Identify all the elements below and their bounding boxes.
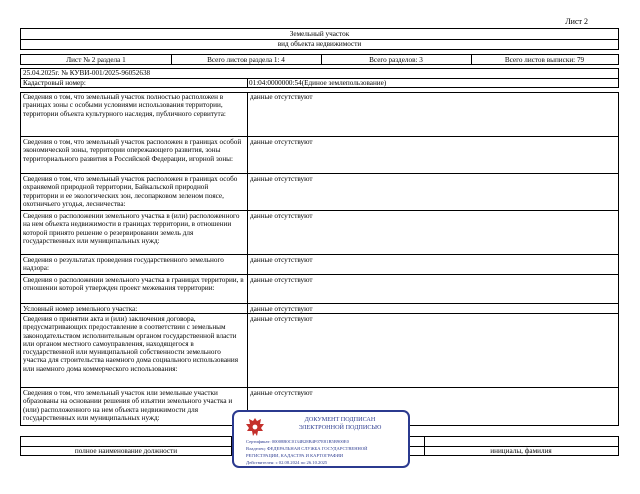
table-row [20,304,619,314]
stamp-certificate: Сертификат: 00008B0C0134B28B4F07E81B5B900E0 [246,439,349,444]
table-row [20,211,619,255]
table-row [20,314,619,388]
table-row [20,275,619,304]
name-label: инициалы, фамилия [490,447,552,455]
position-label: полное наименование должности [74,447,178,455]
object-title: Земельный участок [289,30,350,38]
stamp-owner-2: РЕГИСТРАЦИИ, КАДАСТРА И КАРТОГРАФИИ [246,453,344,458]
stamp-title: ДОКУМЕНТ ПОДПИСАН [304,416,376,423]
row-value: данные отсутствуют [247,137,618,173]
row-value: данные отсутствуют [247,275,618,303]
sections-total: Всего разделов: 3 [369,56,423,64]
row-value: данные отсутствуют [247,388,618,425]
row-label: Сведения о том, что земельный участок полностью расположен в границах зоны с особыми условиями использования территории, территории объекта культурного наследия, публичного сервитута: [23,93,226,118]
row-value: данные отсутствуют [247,314,618,387]
row-label: Сведения о результатах проведения государственного земельного надзора: [23,256,224,273]
stamp-owner: Владелец: ФЕДЕРАЛЬНАЯ СЛУЖБА ГОСУДАРСТВЕННОЙ [246,446,368,451]
sheet-number: Лист № 2 раздела 1 [66,56,126,64]
header-block [20,28,619,50]
table-row [20,137,619,174]
row-label: Сведения о том, что земельный участок расположен в границах особой экономической зоны, территории опережающего развития, зоны территориального развития в Российской Федерации, игорной зоны: [23,138,242,163]
stamp-subtitle: ЭЛЕКТРОННОЙ ПОДПИСЬЮ [298,424,382,431]
section-sheets-total: Всего листов раздела 1: 4 [207,56,285,64]
row-value: данные отсутствуют [247,211,618,254]
table-row [20,174,619,211]
row-value: данные отсутствуют [247,304,618,313]
row-label: Сведения о том, что земельный участок расположен в границах особо охраняемой природной территории, Байкальской природной территории и ее экологических зон, лесопарковом зеленом поясе, охотничьего угодья, лесничества: [23,175,238,208]
sheet-info-row [20,54,619,65]
stamp-validity: Действителен: с 02.08.2024 по 26.10.2025 [246,460,328,465]
doc-ref-block [20,68,619,88]
cadastral-label: Кадастровый номер: [23,79,86,87]
row-label: Сведения о расположении земельного участка в (или) расположенного на нем объекта недвижимости в границах территории, в отношении которой принято решение о резервировании земель для государственных или муниципальных нужд: [23,212,240,245]
object-kind: вид объекта недвижимости [277,40,362,48]
row-label: Условный номер земельного участка: [23,305,138,313]
table-row [20,92,619,137]
extract-sheets-total: Всего листов выписки: 79 [504,56,585,64]
row-value: данные отсутствуют [247,255,618,274]
row-value: данные отсутствуют [247,174,618,210]
extract-reference: 25.04.2025г. № КУВИ-001/2025-96052638 [23,69,151,77]
row-label: Сведения о том, что земельный участок или земельные участки образованы на основании решения об изъятии земельного участка и (или) расположенного на нем объекта недвижимости для государственных или муниципальных нужд: [23,389,233,422]
cadastral-number: 01:04:0000000:54(Единое землепользование) [249,79,387,87]
row-label: Сведения о расположении земельного участка в границах территории, в отношении которой утвержден проект межевания территории: [23,276,244,293]
table-row [20,255,619,275]
e-signature-stamp [232,410,410,468]
eagle-emblem-icon [242,415,268,441]
row-label: Сведения о принятии акта и (или) заключения договора, предусматривающих предоставление в соответствии с земельным законодательством исполнительным органом государственной власти или органом местного самоуправления, находящегося в государственной или муниципальной собственности земельного участка для строительства наемного дома социального использования или наемного дома коммерческого использования: [23,315,239,373]
row-value: данные отсутствуют [247,92,618,136]
sheet-label: Лист 2 [565,17,588,26]
